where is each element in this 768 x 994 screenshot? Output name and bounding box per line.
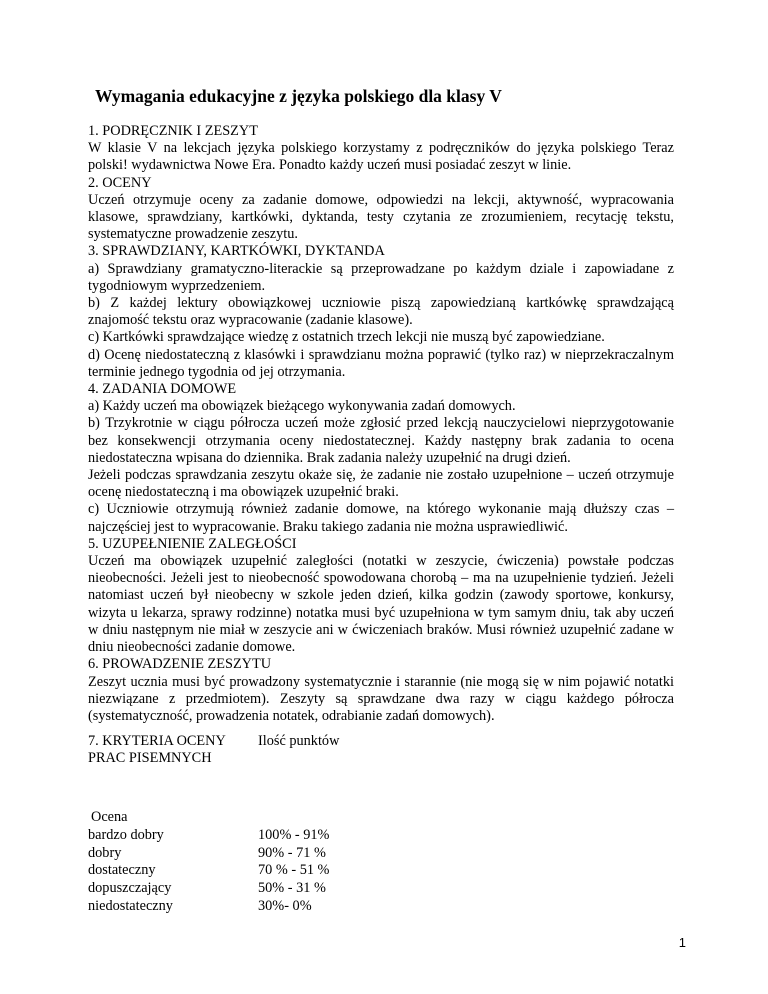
paragraph-notebook: Zeszyt ucznia musi być prowadzony systematycznie i starannie (nie mogą się w nim pojawić notatki niezwiązane z przedmiotem). Zeszyty są sprawdzane dwa razy w ciągu każdego półrocza (systematyczność, prowadzenia notatek, odrabianie zadań domowych).: [88, 673, 674, 724]
document-title: Wymagania edukacyjne z języka polskiego dla klasy V: [95, 86, 502, 106]
section-heading-textbook: 1. PODRĘCZNIK I ZESZYT: [88, 123, 258, 139]
grade-range: 50% - 31 %: [258, 880, 326, 897]
points-header: Ilość punktów: [258, 733, 340, 749]
table-row: [88, 898, 329, 916]
table-row: [88, 827, 329, 845]
section-heading-notebook: 6. PROWADZENIE ZESZYTU: [88, 656, 272, 673]
section-heading-grades: 2. OCENY: [88, 174, 152, 191]
section-heading-backlog: 5. UZUPEŁNIENIE ZALEGŁOŚCI: [88, 535, 297, 552]
grades-table: [88, 809, 329, 916]
criteria-heading-line2: PRAC PISEMNYCH: [88, 750, 212, 767]
paragraph-homework-a: a) Każdy uczeń ma obowiązek bieżącego wykonywania zadań domowych.: [88, 398, 516, 415]
page-number: 1: [678, 935, 686, 950]
grade-range: 100% - 91%: [258, 826, 330, 843]
grade-name: niedostateczny: [88, 897, 173, 914]
grade-range: 90% - 71 %: [258, 844, 326, 861]
paragraph-tests-c: c) Kartkówki sprawdzające wiedzę z ostatnich trzech lekcji nie muszą być zapowiedziane.: [88, 329, 605, 346]
grade-range: 30%- 0%: [258, 897, 312, 914]
grade-range: 70 % - 51 %: [258, 862, 330, 879]
criteria-heading: 7. KRYTERIA OCENY: [88, 733, 226, 749]
grade-name: dobry: [88, 844, 122, 861]
paragraph-grades: Uczeń otrzymuje oceny za zadanie domowe, odpowiedzi na lekcji, aktywność, wypracowania klasowe, sprawdziany, kartkówki, dyktanda, testy czytania ze zrozumieniem, recytację tekstu, systematyczne prowadzenie zeszytu.: [88, 191, 674, 243]
grade-name: dostateczny: [88, 862, 156, 879]
table-row: [88, 845, 329, 863]
paragraph-tests-b: b) Z każdej lektury obowiązkowej uczniowie piszą zapowiedzianą kartkówkę sprawdzającą znajomość tekstu oraz wypracowanie (zadanie klasowe).: [88, 295, 674, 329]
section-heading-tests: 3. SPRAWDZIANY, KARTKÓWKI, DYKTANDA: [88, 243, 385, 260]
grade-column-header: Ocena: [91, 809, 128, 825]
paragraph-backlog: Uczeń ma obowiązek uzupełnić zaległości (notatki w zeszycie, ćwiczenia) powstałe podczas nieobecności. Jeżeli jest to nieobecność spowodowana chorobą – ma na uzupełnienie tydzień. Jeżeli natomiast uczeń był nieobecny w szkole jeden dzień, kilka godzin (zawody sportowe, konkursy, wizyta u lekarza, sprawy rodzinne) notatka musi być uzupełniona w tym samym dniu, tak aby uczeń w dniu następnym nie miał w zeszycie ani w ćwiczeniach braków. Musi również uzupełnić zadane w dniu nieobecności zadanie domowe.: [88, 553, 674, 656]
paragraph-tests-a: a) Sprawdziany gramatyczno-literackie są przeprowadzane po każdym dziale i zapowiadane z tygodniowym wyprzedzeniem.: [88, 260, 674, 294]
grade-name: dopuszczający: [88, 880, 172, 897]
grade-name: bardzo dobry: [88, 826, 164, 843]
paragraph-homework-note: Jeżeli podczas sprawdzania zeszytu okaże się, że zadanie nie zostało uzupełnione – uczeń otrzymuje ocenę niedostateczną i ma obowiązek uzupełnić braki.: [88, 467, 674, 501]
paragraph-homework-b: b) Trzykrotnie w ciągu półrocza uczeń może zgłosić przed lekcją nauczycielowi nieprzygotowanie bez konsekwencji otrzymania oceny niedostatecznej. Każdy następny brak zadania to ocena niedostateczna wpisana do dziennika. Brak zadania należy uzupełnić na drugi dzień.: [88, 415, 674, 466]
paragraph-textbook: W klasie V na lekcjach języka polskiego korzystamy z podręczników do języka polskiego Teraz polski! wydawnictwa Nowe Era. Ponadto każdy uczeń musi posiadać zeszyt w linie.: [88, 140, 674, 174]
paragraph-homework-c: c) Uczniowie otrzymują również zadanie domowe, na którego wykonanie mają dłuższy czas – najczęściej jest to wypracowanie. Braku takiego zadania nie można usprawiedliwić.: [88, 501, 674, 535]
table-row: [88, 880, 329, 898]
section-heading-homework: 4. ZADANIA DOMOWE: [88, 381, 237, 398]
criteria-section: [88, 733, 339, 767]
table-row: [88, 862, 329, 880]
document-body: [88, 123, 674, 725]
paragraph-tests-d: d) Ocenę niedostateczną z klasówki i sprawdzianu można poprawić (tylko raz) w nieprzekraczalnym terminie jednego tygodnia od jej otrzymania.: [88, 346, 674, 380]
